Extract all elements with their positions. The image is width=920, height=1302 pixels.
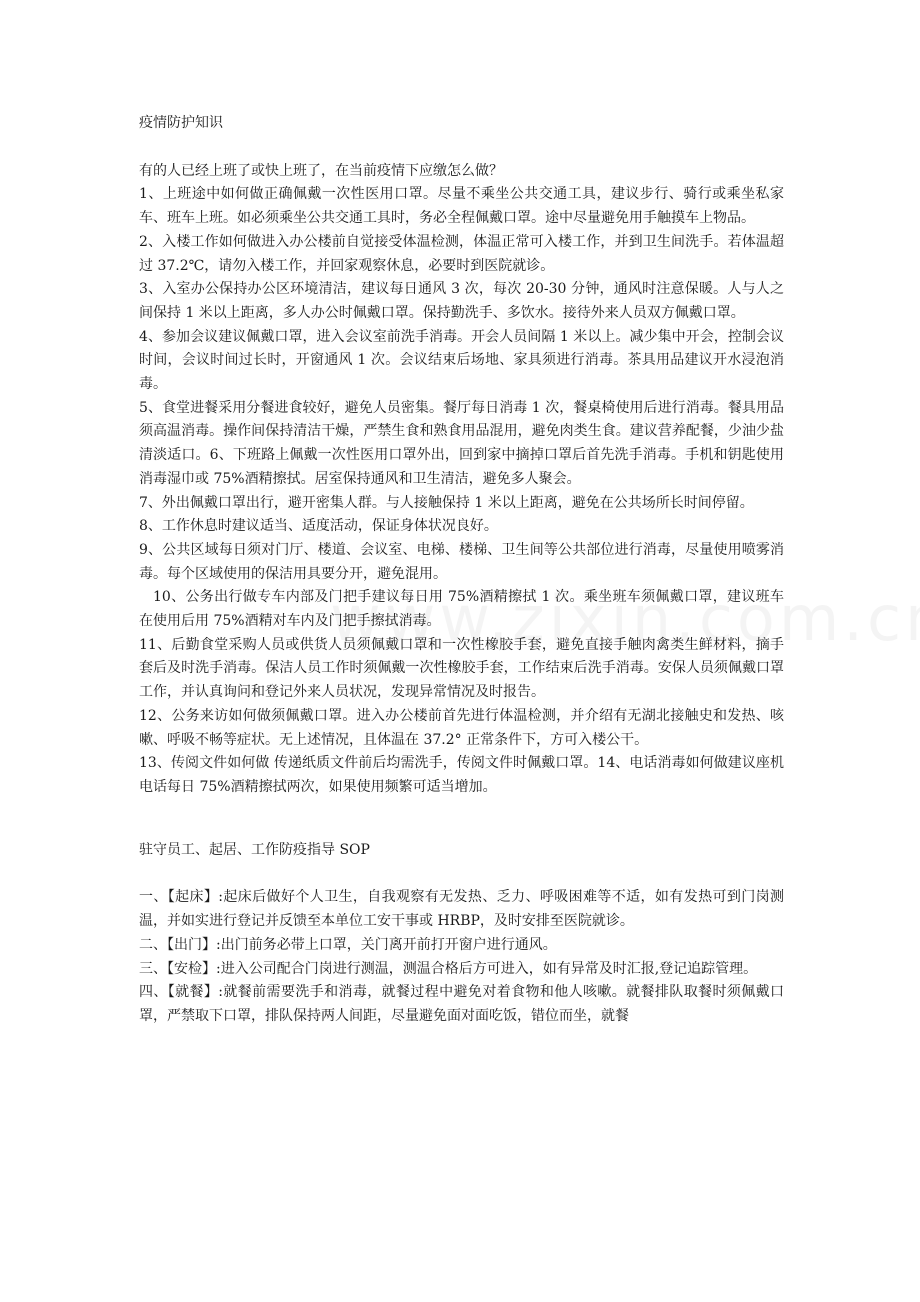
- list-item: 1、上班途中如何做正确佩戴一次性医用口罩。尽量不乘坐公共交通工具，建议步行、骑行或乘坐私家车、班车上班。如必须乘坐公共交通工具时，务必全程佩戴口罩。途中尽量避免用手触摸车上物品。: [139, 186, 784, 227]
- sop-item: 一、【起床】:起床后做好个人卫生，自我观察有无发热、乏力、呼吸困难等不适，如有发热可到门岗测温，并如实进行登记并反馈至本单位工安干事或 HRBP，及时安排至医院就诊。: [139, 889, 784, 930]
- section-gap: [139, 800, 784, 839]
- list-item: 4、参加会议建议佩戴口罩，进入会议室前洗手消毒。开会人员间隔 1 米以上。减少集中开会，控制会议时间，会议时间过长时，开窗通风 1 次。会议结束后场地、家具须进行消毒。茶具用品建议开水浸泡消毒。: [139, 328, 784, 393]
- list-item: 7、外出佩戴口罩出行，避开密集人群。与人接触保持 1 米以上距离，避免在公共场所长时间停留。: [139, 494, 754, 511]
- list-item: 3、入室办公保持办公区环境清洁，建议每日通风 3 次，每次 20-30 分钟，通风时注意保暖。人与人之间保持 1 米以上距离，多人办公时佩戴口罩。保持勤洗手、多饮水。接待外来人员双方佩戴口罩。: [139, 281, 784, 321]
- sop-item: 二、【出门】:出门前务必带上口罩，关门离开前打开窗户进行通风。: [139, 936, 557, 953]
- list-item: 12、公务来访如何做须佩戴口罩。进入办公楼前首先进行体温检测，并介绍有无湖北接触史和发热、咳嗽、呼吸不畅等症状。无上述情况，且体温在 37.2° 正常条件下，方可入楼公干。: [139, 707, 784, 748]
- list-item: 8、工作休息时建议适当、适度活动，保证身体状况良好。: [139, 518, 498, 535]
- document-body: [139, 112, 784, 1029]
- list-item: 13、传阅文件如何做 传递纸质文件前后均需洗手，传阅文件时佩戴口罩。14、电话消毒如何做建议座机电话每日 75%酒精擦拭两次，如果使用频繁可适当增加。: [139, 755, 784, 795]
- document-title: 疫情防护知识: [139, 115, 223, 131]
- list-item: 5、食堂进餐采用分餐进食较好，避免人员密集。餐厅每日消毒 1 次，餐桌椅使用后进行消毒。餐具用品须高温消毒。操作间保持清洁干燥，严禁生食和熟食用品混用，避免肉类生食。建议营养配餐，少油少盐清淡适口。6、下班路上佩戴一次性医用口罩外出，回到家中摘掉口罩后首先洗手消毒。手机和钥匙使用消毒湿巾或 75%酒精擦拭。居室保持通风和卫生清洁，避免多人聚会。: [139, 399, 784, 487]
- sop-item: 四、【就餐】:就餐前需要洗手和消毒，就餐过程中避免对着食物和他人咳嗽。就餐排队取餐时须佩戴口罩，严禁取下口罩，排队保持两人间距，尽量避免面对面吃饭，错位而坐，就餐: [139, 984, 784, 1024]
- list-item: 11、后勤食堂采购人员或供货人员须佩戴口罩和一次性橡胶手套，避免直接手触肉禽类生鲜材料，摘手套后及时洗手消毒。保洁人员工作时须佩戴一次性橡胶手套，工作结束后洗手消毒。安保人员须佩戴口罩工作，并认真询问和登记外来人员状况，发现异常情况及时报告。: [139, 636, 784, 701]
- list-item: 10、公务出行做专车内部及门把手建议每日用 75%酒精擦拭 1 次。乘坐班车须佩戴口罩，建议班车在使用后用 75%酒精对车内及门把手擦拭消毒。: [139, 589, 784, 630]
- intro-question: 有的人已经上班了或快上班了，在当前疫情下应缴怎么做？: [139, 162, 503, 179]
- list-item: 9、公共区域每日须对门厅、楼道、会议室、电梯、楼梯、卫生间等公共部位进行消毒，尽量使用喷雾消毒。每个区域使用的保洁用具要分开，避免混用。: [139, 541, 784, 582]
- sop-item: 三、【安检】:进入公司配合门岗进行测温，测温合格后方可进入，如有异常及时汇报,登记追踪管理。: [139, 960, 758, 977]
- list-item: 2、入楼工作如何做进入办公楼前自觉接受体温检测，体温正常可入楼工作，并到卫生间洗手。若体温超过 37.2℃，请勿入楼工作，并回家观察休息，必要时到医院就诊。: [139, 233, 784, 274]
- sop-title: 驻守员工、起居、工作防疫指导 SOP: [139, 841, 370, 858]
